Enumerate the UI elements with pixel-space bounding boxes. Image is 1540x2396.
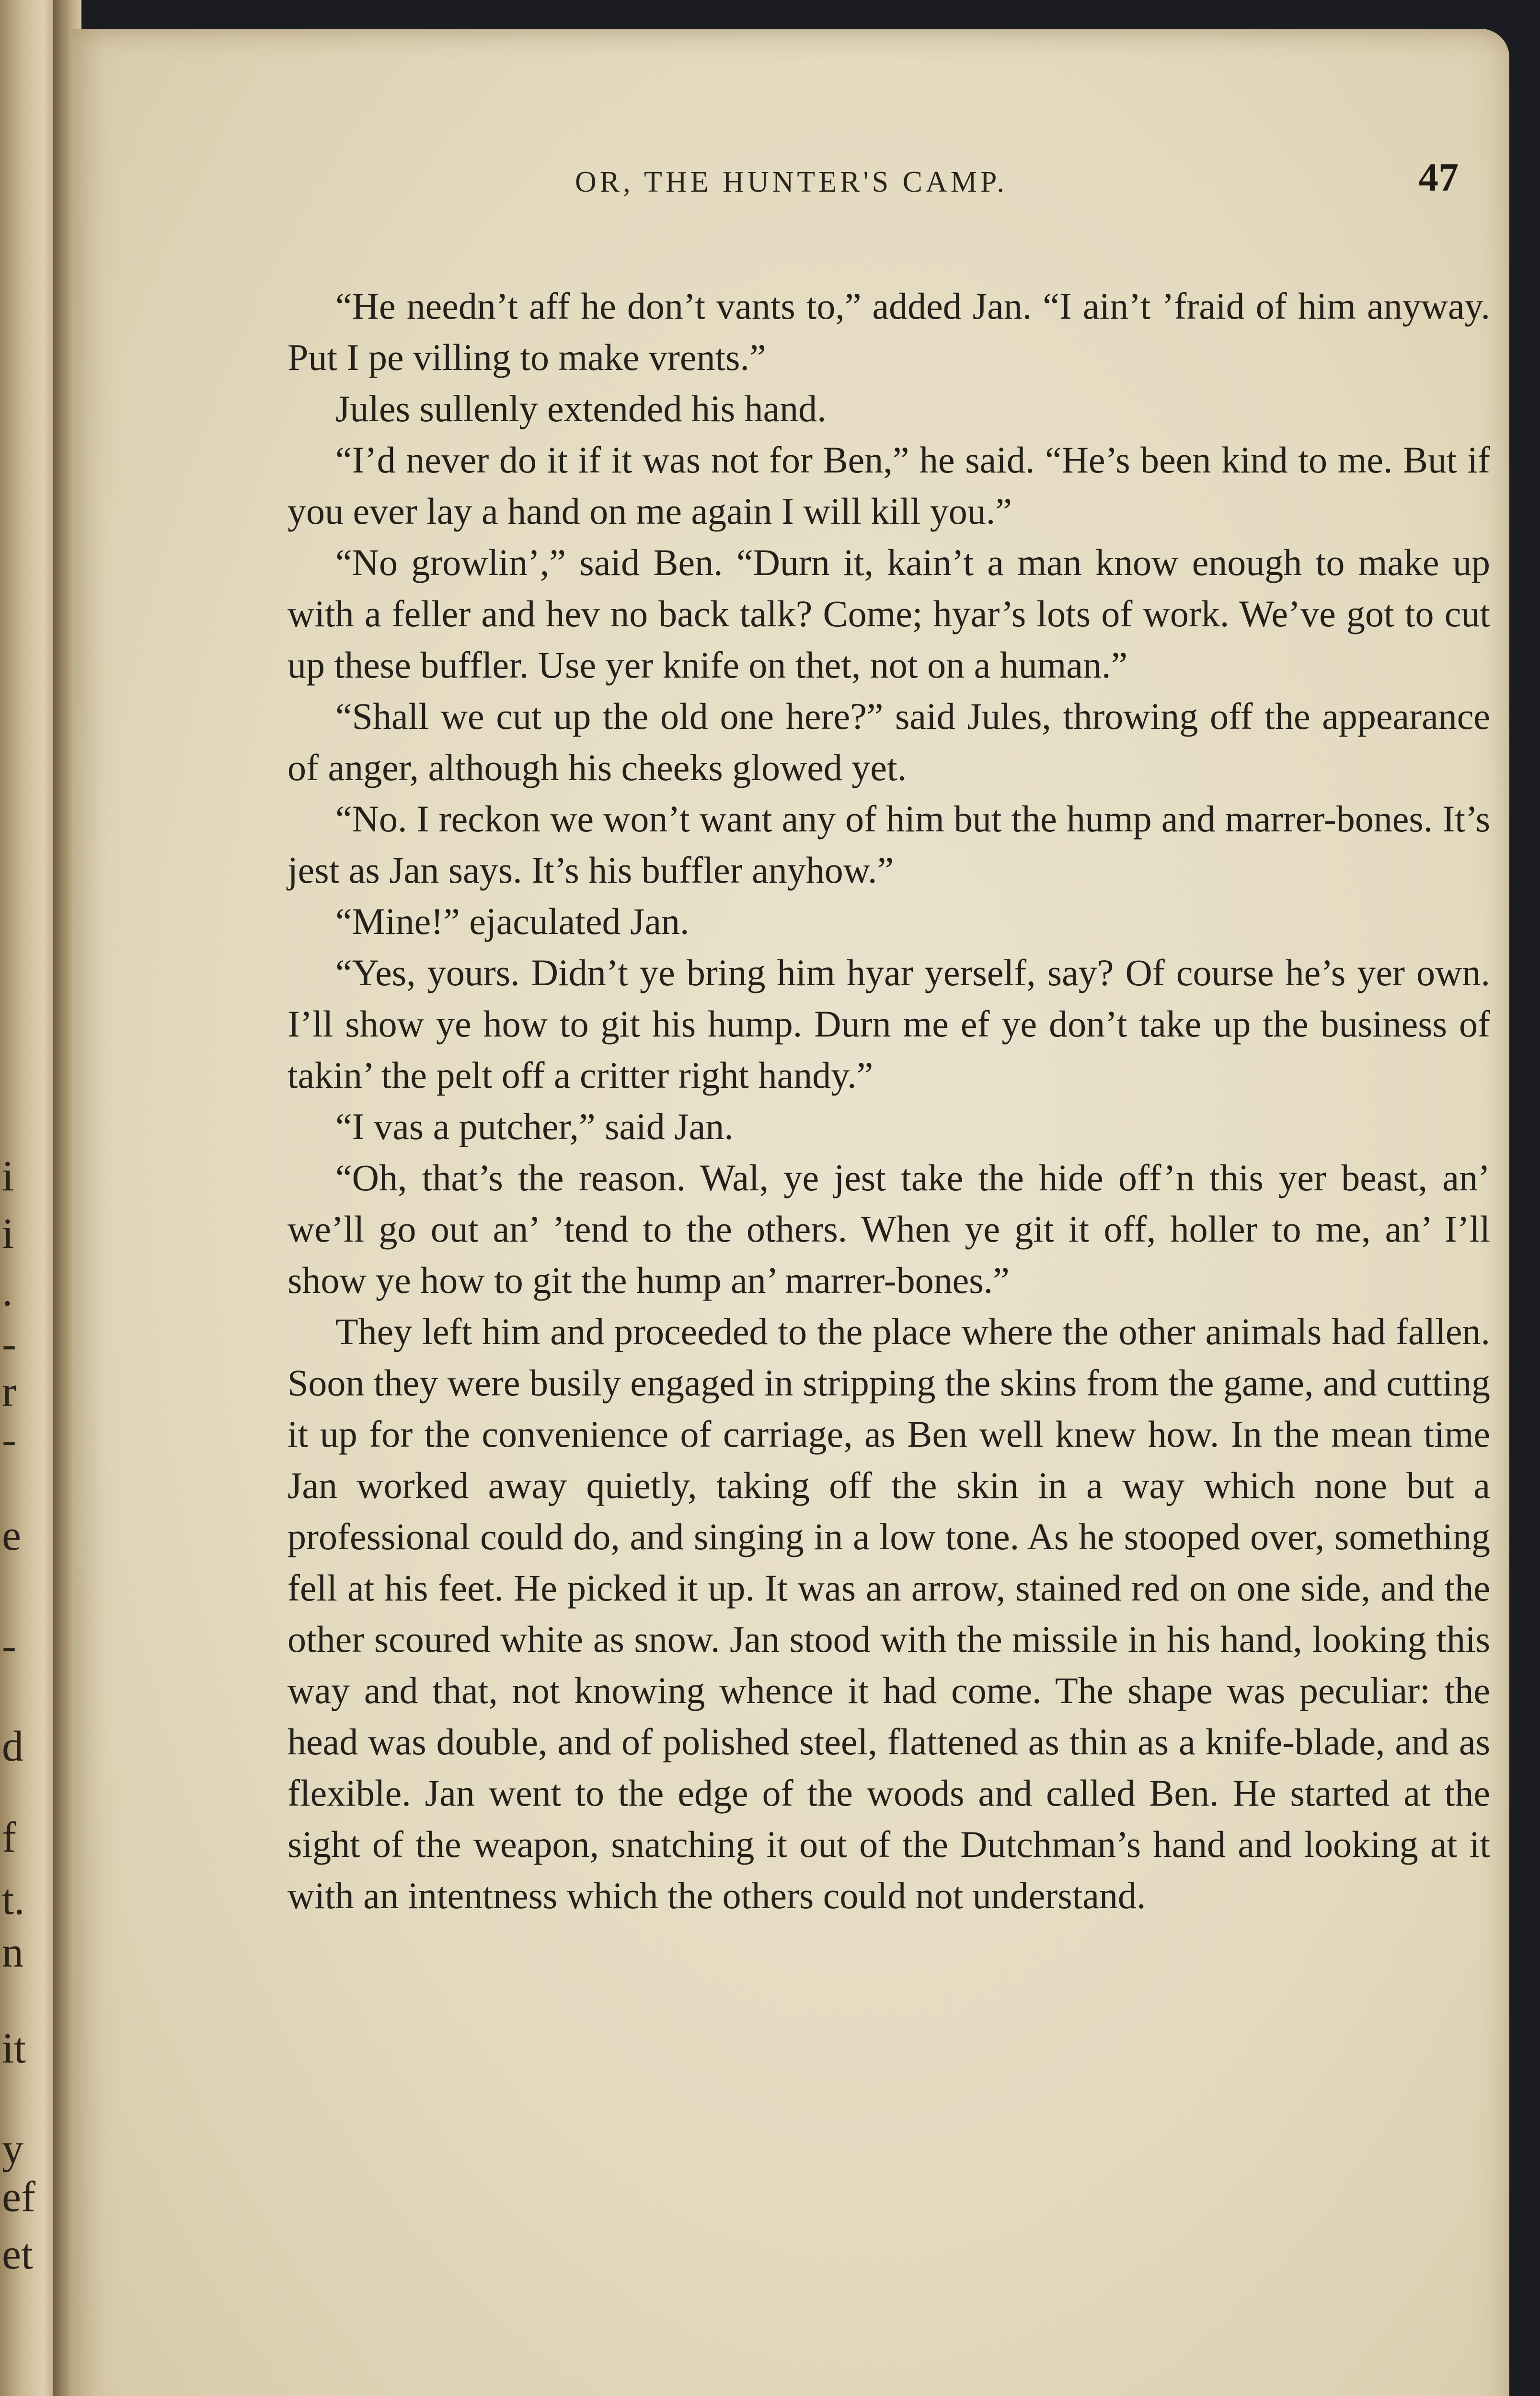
margin-fragment: i bbox=[2, 1210, 14, 1257]
paragraph: Jules sullenly extended his hand. bbox=[335, 388, 827, 429]
paragraph: “Oh, that’s the reason. Wal, ye jest take the hide off’n this yer beast, an’ we’ll go out an’ ’tend to the others. When ye git it off, holler to me, an’ I’ll show ye how to git the hump an’ marrer-bones.” bbox=[287, 1157, 1490, 1301]
paragraph: “No growlin’,” said Ben. “Durn it, kain’t a man know enough to make up with a feller and hev no back talk? Come; hyar’s lots of work. We’ve got to cut up these buffler. Use yer knife on thet, not on a human.” bbox=[287, 541, 1490, 686]
margin-fragment: t. bbox=[2, 1876, 25, 1924]
paragraph: “No. I reckon we won’t want any of him but the hump and marrer-bones. It’s jest as Jan says. It’s his buffler anyhow.” bbox=[287, 798, 1490, 891]
book-page bbox=[72, 29, 1509, 2396]
margin-fragment: - bbox=[2, 1416, 16, 1463]
margin-fragment: et bbox=[2, 2231, 33, 2278]
running-head: OR, THE HUNTER'S CAMP. bbox=[575, 166, 1008, 198]
paragraph: “I’d never do it if it was not for Ben,” he said. “He’s been kind to me. But if you ever lay a hand on me again I will kill you.” bbox=[287, 439, 1490, 532]
margin-fragment: it bbox=[2, 2025, 26, 2072]
margin-fragment: y bbox=[2, 2125, 23, 2173]
paragraph: “Mine!” ejaculated Jan. bbox=[335, 900, 690, 942]
margin-fragment: f bbox=[2, 1814, 16, 1861]
margin-fragment: - bbox=[2, 1622, 16, 1670]
page-number: 47 bbox=[1418, 155, 1459, 200]
margin-fragment: n bbox=[2, 1929, 23, 1976]
paragraph: “Yes, yours. Didn’t ye bring him hyar yerself, say? Of course he’s yer own. I’ll show ye how to git his hump. Durn me ef ye don’t take up the business of takin’ the pelt off a critter right handy.” bbox=[287, 952, 1490, 1096]
paragraph: “I vas a putcher,” said Jan. bbox=[335, 1106, 734, 1147]
margin-fragment: i bbox=[2, 1152, 14, 1200]
margin-fragment: . bbox=[2, 1267, 13, 1315]
margin-fragment: e bbox=[2, 1512, 21, 1559]
left-page-margin-fragments bbox=[0, 0, 38, 2396]
margin-fragment: d bbox=[2, 1723, 23, 1770]
paragraph: “Shall we cut up the old one here?” said Jules, throwing off the appearance of anger, although his cheeks glowed yet. bbox=[287, 695, 1490, 788]
margin-fragment: - bbox=[2, 1320, 16, 1368]
margin-fragment: r bbox=[2, 1368, 16, 1416]
paragraph: “He needn’t aff he don’t vants to,” added Jan. “I ain’t ’fraid of him anyway. Put I pe villing to make vrents.” bbox=[287, 285, 1490, 378]
paragraph: They left him and proceeded to the place where the other animals had fallen. Soon they were busily engaged in stripping the skins from the game, and cutting it up for the convenience of carriage, as Ben well knew how. In the mean time Jan worked away quietly, taking off the skin in a way which none but a professional could do, and singing in a low tone. As he stooped over, something fell at his feet. He picked it up. It was an arrow, stained red on one side, and the other scoured white as snow. Jan stood with the missile in his hand, looking this way and that, not knowing whence it had come. The shape was peculiar: the head was double, and of polished steel, flattened as thin as a knife-blade, and as flexible. Jan went to the edge of the woods and called Ben. He started at the sight of the weapon, snatching it out of the Dutchman’s hand and looking at it with an intentness which the others could not understand. bbox=[287, 1311, 1490, 1916]
body-text bbox=[287, 280, 1490, 1921]
margin-fragment: ef bbox=[2, 2173, 35, 2221]
